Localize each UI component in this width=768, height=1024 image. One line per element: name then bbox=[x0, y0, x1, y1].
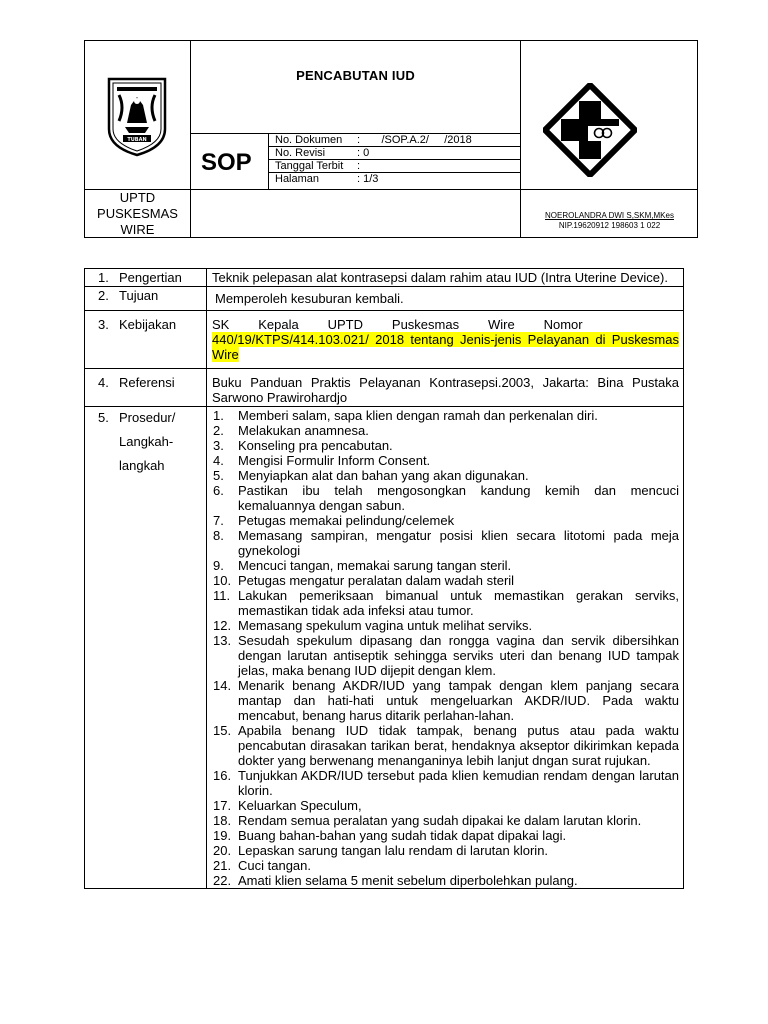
section-label-text: Kebijakan bbox=[119, 317, 177, 332]
step-number: 8. bbox=[213, 528, 224, 543]
highlighted-policy-number: 440/19/KTPS/414.103.021/ 2018 tentang Jenis-jenis Pelayanan di Puskesmas Wire bbox=[212, 332, 679, 362]
section-row-prosedur bbox=[85, 407, 683, 888]
procedure-step bbox=[213, 678, 679, 723]
page-value: : 1/3 bbox=[357, 173, 379, 185]
step-number: 13. bbox=[213, 633, 232, 648]
sop-label: SOP bbox=[191, 133, 269, 189]
tuban-regency-emblem-icon bbox=[105, 77, 169, 157]
procedure-step bbox=[213, 768, 679, 798]
section-label bbox=[85, 269, 207, 286]
procedure-step bbox=[213, 483, 679, 513]
procedure-step bbox=[213, 573, 679, 588]
procedure-step bbox=[213, 438, 679, 453]
doc-number-row bbox=[269, 134, 520, 147]
step-number: 4. bbox=[213, 453, 224, 468]
step-text: Melakukan anamnesa. bbox=[238, 423, 369, 438]
procedure-step bbox=[213, 618, 679, 633]
section-row-tujuan bbox=[85, 287, 683, 311]
step-text: Petugas memakai pelindung/celemek bbox=[238, 513, 455, 528]
step-text: Lakukan pemeriksaan bimanual untuk memastikan gerakan serviks, memastikan tidak ada infeksi atau tumor. bbox=[238, 588, 679, 618]
step-text: Amati klien selama 5 menit sebelum diperbolehkan pulang. bbox=[238, 873, 578, 888]
procedure-step bbox=[213, 513, 679, 528]
signatory-name: NOEROLANDRA DWI S,SKM,MKes bbox=[545, 211, 674, 220]
issue-date-row bbox=[269, 160, 520, 173]
step-number: 12. bbox=[213, 618, 232, 633]
steps-list bbox=[213, 408, 679, 888]
step-number: 16. bbox=[213, 768, 232, 783]
section-number: 1. bbox=[98, 270, 109, 285]
step-text: Konseling pra pencabutan. bbox=[238, 438, 393, 453]
step-number: 20. bbox=[213, 843, 232, 858]
section-label-text: Prosedur/ bbox=[119, 410, 176, 425]
step-number: 18. bbox=[213, 813, 232, 828]
procedure-step bbox=[213, 633, 679, 678]
step-text: Menarik benang AKDR/IUD yang tampak dengan klem panjang secara mantap dan hati-hati untuk mengeluarkan AKDR/IUD. Pada waktu mencabut, benang harus ditarik perlahan-lahan. bbox=[238, 678, 679, 723]
revision-key: No. Revisi bbox=[275, 147, 326, 159]
section-label-text: Referensi bbox=[119, 375, 175, 390]
step-number: 19. bbox=[213, 828, 232, 843]
procedure-step bbox=[213, 453, 679, 468]
procedure-step bbox=[213, 873, 679, 888]
section-text: Memperoleh kesuburan kembali. bbox=[215, 291, 404, 306]
doc-number-key: No. Dokumen bbox=[275, 134, 343, 146]
section-text: Teknik pelepasan alat kontrasepsi dalam rahim atau IUD (Intra Uterine Device). bbox=[212, 270, 668, 285]
step-number: 10. bbox=[213, 573, 232, 588]
section-text: Buku Panduan Praktis Pelayanan Kontrasepsi.2003, Jakarta: Bina Pustaka Sarwono Prawirohardjo bbox=[212, 375, 679, 405]
step-number: 11. bbox=[213, 588, 231, 603]
issue-date-value: : bbox=[357, 160, 361, 172]
org-line: PUSKESMAS bbox=[97, 206, 178, 221]
org-line: UPTD bbox=[119, 190, 156, 205]
step-text: Buang bahan-bahan yang sudah tidak dapat dipakai lagi. bbox=[238, 828, 567, 843]
page-key: Halaman bbox=[275, 173, 320, 185]
step-text: Lepaskan sarung tangan lalu rendam di larutan klorin. bbox=[238, 843, 549, 858]
section-label bbox=[85, 287, 207, 310]
step-number: 1. bbox=[213, 408, 224, 423]
procedure-step bbox=[213, 843, 679, 858]
organization-name bbox=[85, 189, 191, 238]
puskesmas-cross-icon bbox=[543, 83, 637, 177]
step-number: 7. bbox=[213, 513, 224, 528]
step-text: Memasang sampiran, mengatur posisi klien secara litotomi pada meja gynekologi bbox=[238, 528, 679, 558]
step-text: Sesudah spekulum dipasang dan rongga vagina dan servik dibersihkan dengan larutan antiseptik sehingga serviks uteri dan benang IUD tampak jelas, maka benang IUD dijepit dengan klem. bbox=[238, 633, 679, 678]
step-text: Memasang spekulum vagina untuk melihat serviks. bbox=[238, 618, 533, 633]
section-text bbox=[207, 311, 683, 368]
section-row-pengertian bbox=[85, 269, 683, 287]
section-label bbox=[85, 311, 207, 368]
section-label bbox=[85, 407, 207, 888]
right-logo-cell bbox=[520, 41, 698, 189]
section-label bbox=[85, 369, 207, 406]
step-number: 6. bbox=[213, 483, 224, 498]
section-row-referensi bbox=[85, 369, 683, 407]
step-text: Keluarkan Speculum, bbox=[238, 798, 362, 813]
page-title: PENCABUTAN IUD bbox=[296, 68, 415, 83]
step-number: 14. bbox=[213, 678, 232, 693]
procedure-step bbox=[213, 408, 679, 423]
revision-value: : 0 bbox=[357, 147, 370, 159]
procedure-step bbox=[213, 798, 679, 813]
step-number: 21. bbox=[213, 858, 232, 873]
procedure-step bbox=[213, 723, 679, 768]
step-text: Pastikan ibu telah mengosongkan kandung kemih dan mencuci kemaluannya dengan sabun. bbox=[238, 483, 679, 513]
section-label-text: Langkah- bbox=[119, 434, 174, 449]
emblem-text: TUBAN bbox=[127, 137, 147, 143]
section-label-text: Pengertian bbox=[119, 270, 182, 285]
section-row-kebijakan bbox=[85, 311, 683, 369]
step-text: Rendam semua peralatan yang sudah dipakai ke dalam larutan klorin. bbox=[238, 813, 642, 828]
step-number: 2. bbox=[213, 423, 224, 438]
signatory-nip: NIP.19620912 198603 1 022 bbox=[558, 221, 661, 230]
page-row bbox=[269, 173, 520, 186]
step-text: Menyiapkan alat dan bahan yang akan digunakan. bbox=[238, 468, 529, 483]
step-number: 22. bbox=[213, 873, 232, 888]
section-label-text: Tujuan bbox=[119, 288, 159, 303]
section-number: 4. bbox=[98, 375, 109, 390]
step-number: 15. bbox=[213, 723, 232, 738]
empty-cell bbox=[191, 189, 520, 238]
procedure-steps bbox=[207, 407, 683, 888]
step-text: Apabila benang IUD tidak tampak, benang putus atau pada waktu pencabutan dirasakan tarikan berat, hendaknya akseptor dikirimkan kepada dokter yang berwenang menanganinya lebih lanjut dngan surat rujukan. bbox=[238, 723, 679, 768]
procedure-step bbox=[213, 468, 679, 483]
procedure-step bbox=[213, 813, 679, 828]
signatory bbox=[520, 189, 698, 238]
procedure-step bbox=[213, 558, 679, 573]
section-number: 3. bbox=[98, 317, 109, 332]
step-number: 5. bbox=[213, 468, 224, 483]
step-text: Cuci tangan. bbox=[238, 858, 311, 873]
step-number: 3. bbox=[213, 438, 224, 453]
procedure-step bbox=[213, 588, 679, 618]
doc-number-value: : /SOP.A.2/ /2018 bbox=[357, 134, 472, 146]
step-number: 17. bbox=[213, 798, 232, 813]
sop-content-table bbox=[84, 268, 684, 889]
document-info bbox=[269, 133, 520, 189]
step-text: Memberi salam, sapa klien dengan ramah dan perkenalan diri. bbox=[238, 408, 598, 423]
section-number: 2. bbox=[98, 288, 109, 303]
procedure-step bbox=[213, 828, 679, 843]
revision-row bbox=[269, 147, 520, 160]
step-number: 9. bbox=[213, 558, 224, 573]
procedure-step bbox=[213, 423, 679, 438]
policy-line: SK Kepala UPTD Puskesmas Wire Nomor bbox=[212, 317, 583, 332]
section-number: 5. bbox=[98, 410, 109, 425]
step-text: Petugas mengatur peralatan dalam wadah steril bbox=[238, 573, 515, 588]
sop-header bbox=[84, 40, 698, 238]
left-logo-cell bbox=[85, 41, 191, 189]
step-text: Mengisi Formulir Inform Consent. bbox=[238, 453, 431, 468]
org-line: WIRE bbox=[120, 222, 155, 237]
procedure-step bbox=[213, 528, 679, 558]
step-text: Tunjukkan AKDR/IUD tersebut pada klien kemudian rendam dengan larutan klorin. bbox=[238, 768, 679, 798]
section-label-text: langkah bbox=[119, 458, 165, 473]
issue-date-key: Tanggal Terbit bbox=[275, 160, 344, 172]
step-text: Mencuci tangan, memakai sarung tangan steril. bbox=[238, 558, 512, 573]
procedure-step bbox=[213, 858, 679, 873]
